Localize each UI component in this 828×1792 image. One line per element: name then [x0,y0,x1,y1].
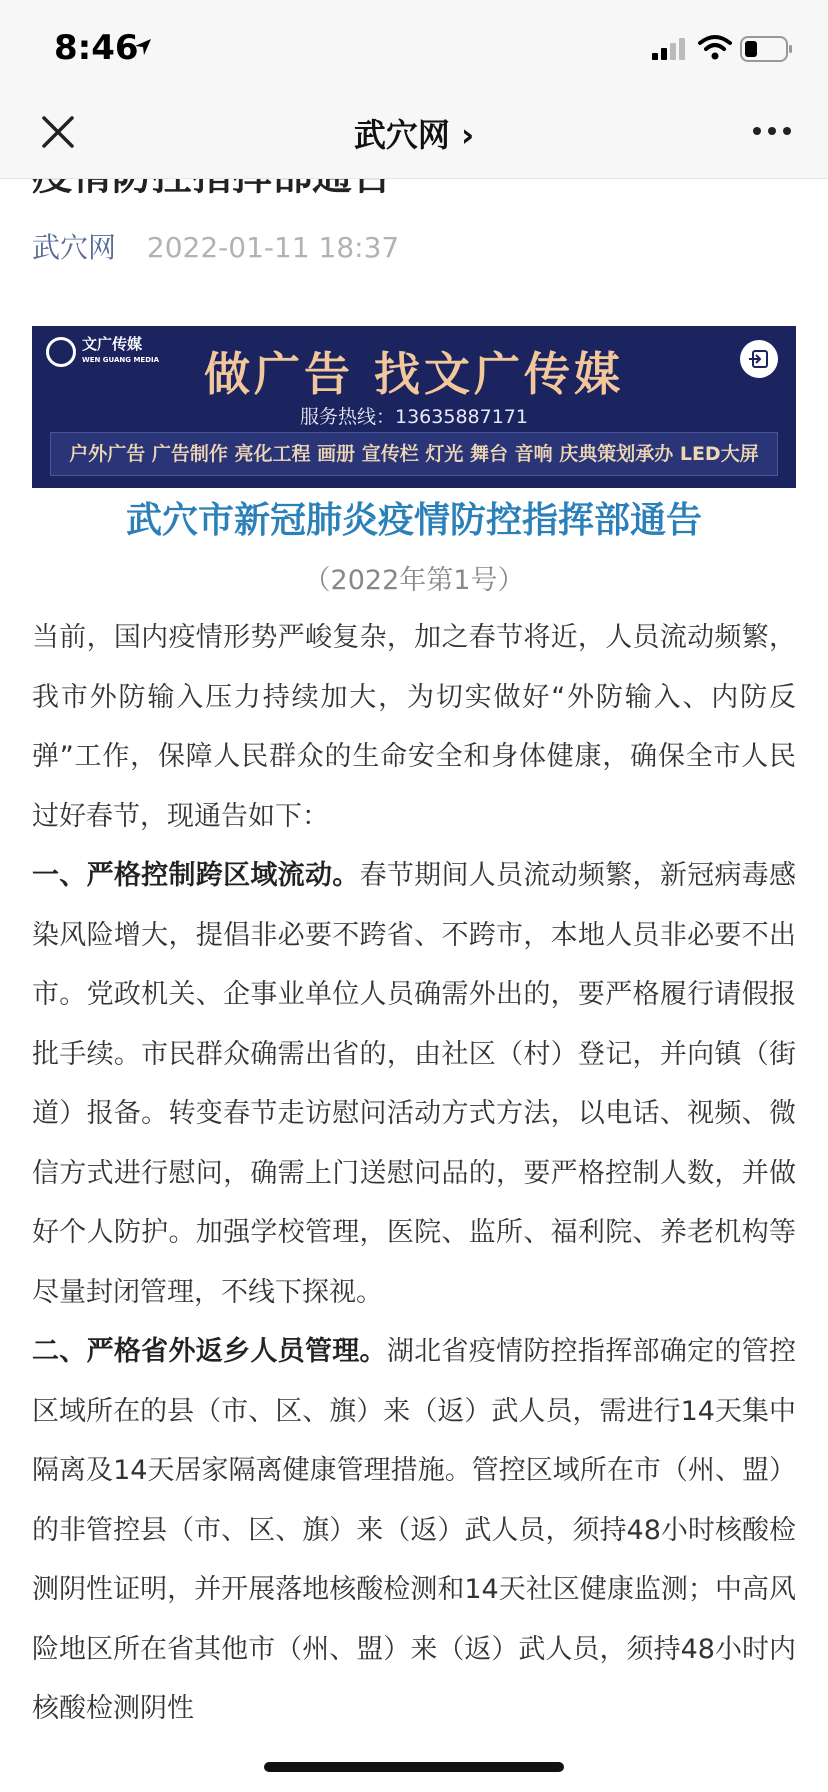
ad-logo-subtitle: WEN GUANG MEDIA [82,356,160,364]
ad-headline: 做广告 找文广传媒 [203,347,624,401]
intro-paragraph: 当前，国内疫情形势严峻复杂，加之春节将近，人员流动频繁，我市外防输入压力持续加大，为切实做好“外防输入、内防反弹”工作，保障人民群众的生命安全和身体健康，确保全市人民过好春节，现通告如下： [32,622,796,832]
section-2-heading: 二、严格省外返乡人员管理。 [32,1336,387,1367]
section-2-body: 湖北省疫情防控指挥部确定的管控区域所在的县（市、区、旗）来（返）武人员，需进行14天集中隔离及14天居家隔离健康管理措施。管控区域所在市（州、盟）的非管控县（市、区、旗）来（返）武人员，须持48小时核酸检测阴性证明，并开展落地核酸检测和14天社区健康监测；中高风险地区所在省其他市（州、盟）来（返）武人员，须持48小时内核酸检测阴性 [32,1336,797,1724]
article-body [32,608,796,1739]
section-1-paragraph [32,846,796,1322]
cellular-signal-icon [652,38,688,60]
article-meta [32,226,399,266]
wifi-icon [698,34,732,60]
nav-bar [0,96,828,179]
article-source-link[interactable]: 武穴网 [32,231,117,264]
notice-number: （2022年第1号） [303,565,525,596]
status-time: 8:46 [54,28,139,68]
section-1-heading: 一、严格控制跨区域流动。 [32,860,360,891]
ad-exit-icon[interactable] [740,340,778,378]
ad-logo-name: 文广传媒 [82,335,143,353]
ad-banner[interactable] [32,326,796,488]
more-options-icon[interactable] [752,126,792,136]
article-content[interactable] [0,96,828,1792]
ad-hotline: 服务热线：13635887171 [300,406,528,428]
location-arrow-icon [134,38,152,56]
section-2-paragraph [32,1322,796,1739]
status-bar [0,0,828,96]
article-date: 2022-01-11 18:37 [146,231,400,264]
battery-icon [740,36,794,62]
nav-title-account-link[interactable]: 武穴网 › [353,116,475,154]
home-indicator[interactable] [264,1762,564,1772]
ad-services: 户外广告 广告制作 亮化工程 画册 宣传栏 灯光 舞台 音响 庆典策划承办 LED大屏 [50,432,778,476]
section-1-body: 春节期间人员流动频繁，新冠病毒感染风险增大，提倡非必要不跨省、不跨市，本地人员非必要不出市。党政机关、企事业单位人员确需外出的，要严格履行请假报批手续。市民群众确需出省的，由社区（村）登记，并向镇（街道）报备。转变春节走访慰问活动方式方法，以电话、视频、微信方式进行慰问，确需上门送慰问品的，要严格控制人数，并做好个人防护。加强学校管理，医院、监所、福利院、养老机构等尽量封闭管理，不线下探视。 [32,860,797,1308]
notice-title: 武穴市新冠肺炎疫情防控指挥部通告 [125,500,702,541]
